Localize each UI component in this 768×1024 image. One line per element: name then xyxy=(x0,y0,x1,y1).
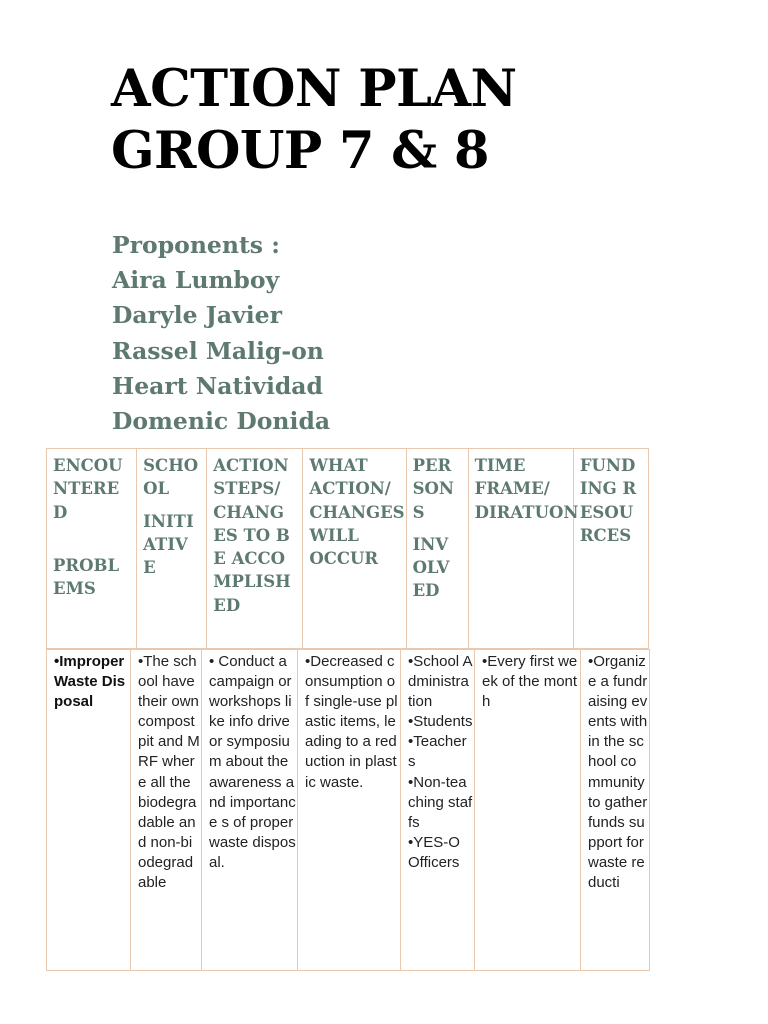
action-plan-table-body xyxy=(46,649,650,971)
table-header-row xyxy=(47,449,649,649)
person-item: •Students xyxy=(408,713,473,731)
person-item: •School Administration xyxy=(408,653,473,711)
header-time-frame: TIME FRAME/ DIRATUON xyxy=(468,449,573,649)
person-item: •YES-O Officers xyxy=(408,833,460,871)
proponent-name: Rassel Malig-on xyxy=(112,336,324,365)
cell-problem: •Improper Waste Disposal xyxy=(47,650,131,971)
cell-initiative: •The school have their own compost pit and MRF where all the biodegradable and non-biodegradable xyxy=(131,650,202,971)
proponent-name: Domenic Donida xyxy=(112,407,331,436)
person-item: •Non-teaching staffs xyxy=(408,773,473,831)
cell-changes: •Decreased consumption of single-use plastic items, leading to a reduction in plastic waste. xyxy=(298,650,401,971)
proponent-name: Heart Natividad xyxy=(112,371,323,400)
cell-time-frame: •Every first week of the month xyxy=(475,650,581,971)
cell-funding: •Organize a fundraising events within the school community to gather funds support for waste reducti xyxy=(581,650,650,971)
document-title xyxy=(111,58,517,182)
header-action-steps: ACTION STEPS/ CHANGES TO BE ACCOMPLISHED xyxy=(207,449,303,649)
header-encountered-problems: ENCOUNTERED PROBLEMS xyxy=(47,449,137,649)
header-funding-resources: FUNDING RESOURCES xyxy=(573,449,648,649)
proponents-block xyxy=(112,228,330,439)
person-item: •Teachers xyxy=(408,733,467,771)
proponents-heading: Proponents : xyxy=(112,231,280,259)
header-persons-involved: PERSONS INVOLVED xyxy=(406,449,468,649)
header-what-action: WHAT ACTION/ CHANGES WILL OCCUR xyxy=(303,449,406,649)
title-line-2: GROUP 7 & 8 xyxy=(111,121,489,181)
cell-action-steps: • Conduct a campaign or workshops like info drive or symposium about the awareness and importance s of proper waste disposal. xyxy=(202,650,298,971)
title-line-1: ACTION PLAN xyxy=(111,59,517,119)
proponent-name: Aira Lumboy xyxy=(112,266,280,295)
action-plan-table-header xyxy=(46,448,649,649)
cell-persons xyxy=(401,650,475,971)
header-school-initiative: SCHOOL INITIATIVE xyxy=(137,449,207,649)
table-row xyxy=(47,650,650,971)
proponent-name: Daryle Javier xyxy=(112,301,282,330)
